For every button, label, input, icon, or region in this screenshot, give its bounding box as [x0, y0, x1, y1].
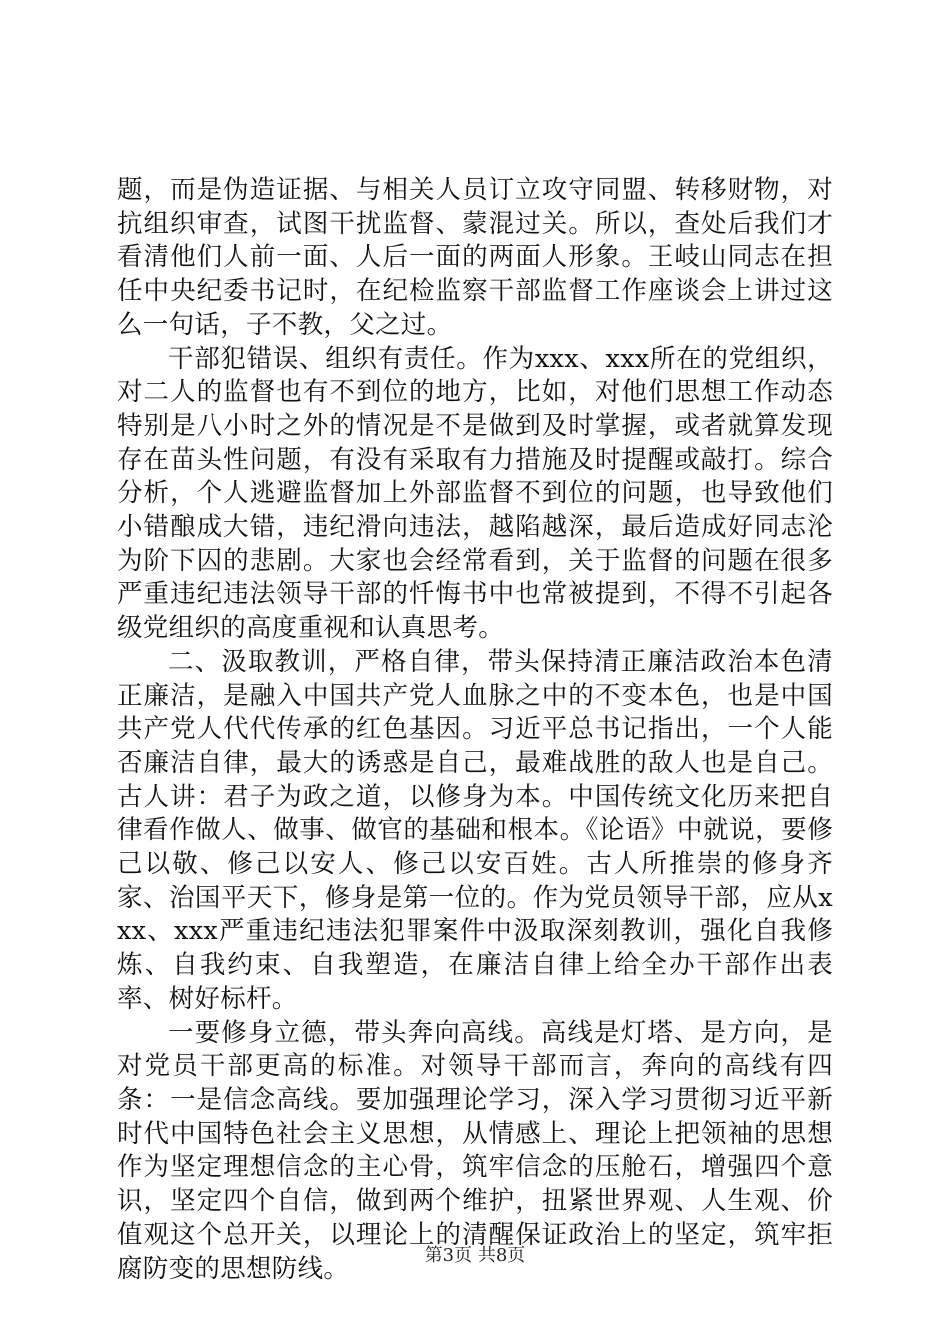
paragraph-4: 一要修身立德，带头奔向高线。高线是灯塔、是方向，是对党员干部更高的标准。对领导干部而言，奔向的高线有四条：一是信念高线。要加强理论学习，深入学习贯彻习近平新时代中国特色社会主义思想，从情感上、理论上把领袖的思想作为坚定理想信念的主心骨，筑牢信念的压舱石，增强四个意识，坚定四个自信，做到两个维护，扭紧世界观、人生观、价值观这个总开关，以理论上的清醒保证政治上的坚定，筑牢拒腐防变的思想防线。 [117, 1017, 833, 1284]
paragraph-2: 干部犯错误、组织有责任。作为xxx、xxx所在的党组织，对二人的监督也有不到位的地方，比如，对他们思想工作动态特别是八小时之外的情况是不是做到及时掌握，或者就算发现存在苗头性问题，有没有采取有力措施及时提醒或敲打。综合分析，个人逃避监督加上外部监督不到位的问题，也导致他们小错酿成大错，违纪滑向违法，越陷越深，最后造成好同志沦为阶下囚的悲剧。大家也会经常看到，关于监督的问题在很多严重违纪违法领导干部的忏悔书中也常被提到，不得不引起各级党组织的高度重视和认真思考。 [117, 343, 833, 644]
paragraph-1: 题，而是伪造证据、与相关人员订立攻守同盟、转移财物，对抗组织审查，试图干扰监督、蒙混过关。所以，查处后我们才看清他们人前一面、人后一面的两面人形象。王岐山同志在担任中央纪委书记时，在纪检监察干部监督工作座谈会上讲过这么一句话，子不教，父之过。 [117, 175, 833, 340]
page-footer: 第3页 共8页 [424, 1245, 526, 1266]
document-body [117, 174, 833, 1286]
paragraph-3: 二、汲取教训，严格自律，带头保持清正廉洁政治本色清正廉洁，是融入中国共产党人血脉之中的不变本色，也是中国共产党人代代传承的红色基因。习近平总书记指出，一个人能否廉洁自律，最大的诱惑是自己，最难战胜的敌人也是自己。古人讲：君子为政之道，以修身为本。中国传统文化历来把自律看作做人、做事、做官的基础和根本。《论语》中就说，要修己以敬、修己以安人、修己以安百姓。古人所推崇的修身齐家、治国平天下，修身是第一位的。作为党员领导干部，应从xxx、xxx严重违纪违法犯罪案件中汲取深刻教训，强化自我修炼、自我约束、自我塑造，在廉洁自律上给全办干部作出表率、树好标杆。 [117, 646, 833, 1014]
